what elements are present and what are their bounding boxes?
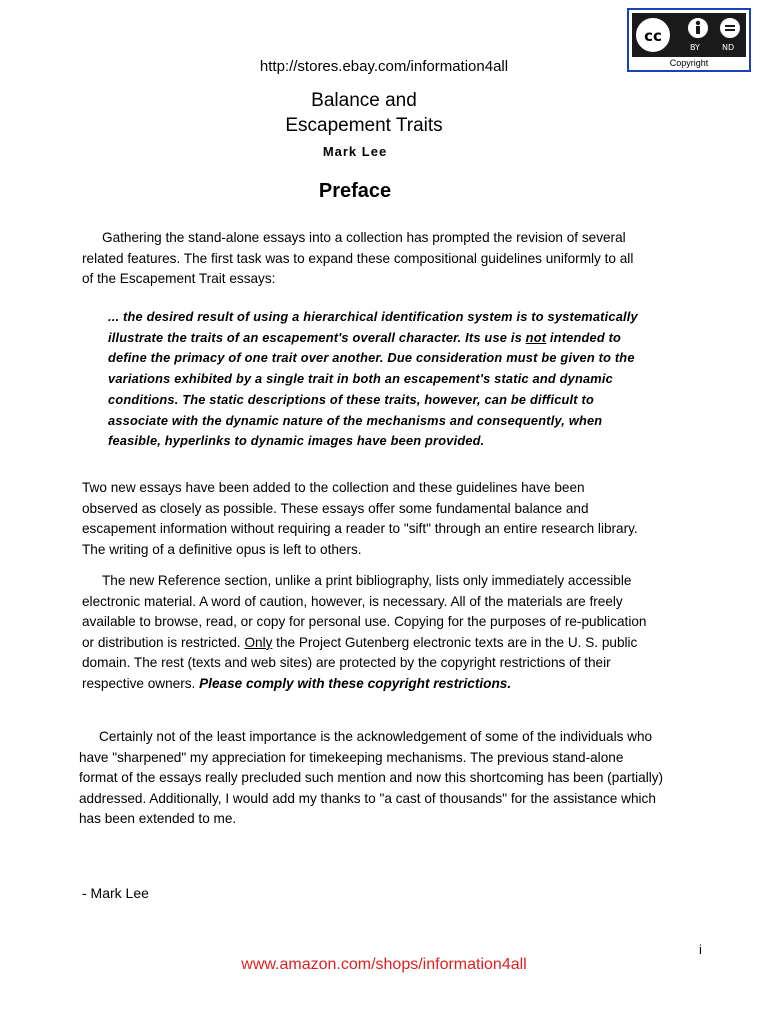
quote-underlined-word: not bbox=[525, 329, 547, 345]
paragraph-2: Two new essays have been added to the collection and these guidelines have been observed as closely as possible. These essays offer some fundamental balance and escapement information without requiring a reader to "sift" through an entire research library. The writing of a definitive opus is left to others. bbox=[82, 480, 638, 557]
quote-text-start: ... the desired result of using a hierarchical identification system is to systematically illustrate the traits of an escapement's overall character. Its use is bbox=[108, 309, 638, 345]
cc-logo-icon bbox=[636, 18, 670, 52]
attribution-person-icon bbox=[686, 16, 710, 40]
by-label: BY bbox=[690, 43, 700, 52]
top-store-link[interactable]: http://stores.ebay.com/information4all bbox=[259, 58, 509, 75]
section-heading: Preface bbox=[318, 180, 392, 202]
copyright-label: Copyright bbox=[669, 58, 709, 68]
quote-text-end: intended to define the primacy of one trait over another. Due consideration must be given to the variations exhibited by a single trait in both an escapement's static and dynamic conditions. The static descriptions of these traits, however, can be difficult to associate with the dynamic nature of the mechanisms and consequently, when feasible, hyperlinks to dynamic images have been provided. bbox=[108, 329, 635, 449]
page-number: i bbox=[699, 942, 702, 957]
author-name: Mark Lee bbox=[322, 144, 388, 159]
no-derivatives-equals-icon bbox=[718, 16, 742, 40]
para3-text-start: The new Reference section, unlike a print bibliography, lists only immediately accessible electronic material. A word of caution, however, is necessary. All of the materials are freely available to browse, read, or copy for personal use. Copying for the purposes of re-publication or distribution is restricted. bbox=[82, 573, 647, 650]
title-line-2: Escapement Traits bbox=[285, 115, 443, 136]
signature: - Mark Lee bbox=[82, 885, 149, 901]
nd-label: ND bbox=[722, 43, 735, 52]
cc-badge-black-panel bbox=[632, 13, 746, 57]
paragraph-1: Gathering the stand-alone essays into a collection has prompted the revision of several related features. The first task was to expand these compositional guidelines uniformly to all of the Escapement Trait essays: bbox=[82, 230, 634, 287]
para3-text-middle: the Project Gutenberg electronic texts are in the U. S. public domain. The rest (texts and web sites) are protected by the copyright restrictions of their respective owners. bbox=[82, 634, 638, 691]
para3-underlined-word: Only bbox=[244, 634, 273, 650]
paragraph-4: Certainly not of the least importance is the acknowledgement of some of the individuals who have "sharpened" my appreciation for timekeeping mechanisms. The previous stand-alone format of the essays really precluded such mention and now this shortcoming has been (partially) addressed. Additionally, I would add my thanks to "a cast of thousands" for the assistance which has been extended to me. bbox=[79, 729, 664, 827]
para3-emphasis: Please comply with these copyright restrictions. bbox=[199, 675, 512, 691]
block-quote bbox=[108, 307, 648, 452]
document-title bbox=[0, 88, 728, 138]
bottom-shop-link[interactable]: www.amazon.com/shops/information4all bbox=[241, 956, 527, 973]
title-line-1: Balance and bbox=[311, 90, 417, 111]
paragraph-3 bbox=[82, 571, 662, 695]
cc-logo-text: cc bbox=[644, 27, 662, 45]
